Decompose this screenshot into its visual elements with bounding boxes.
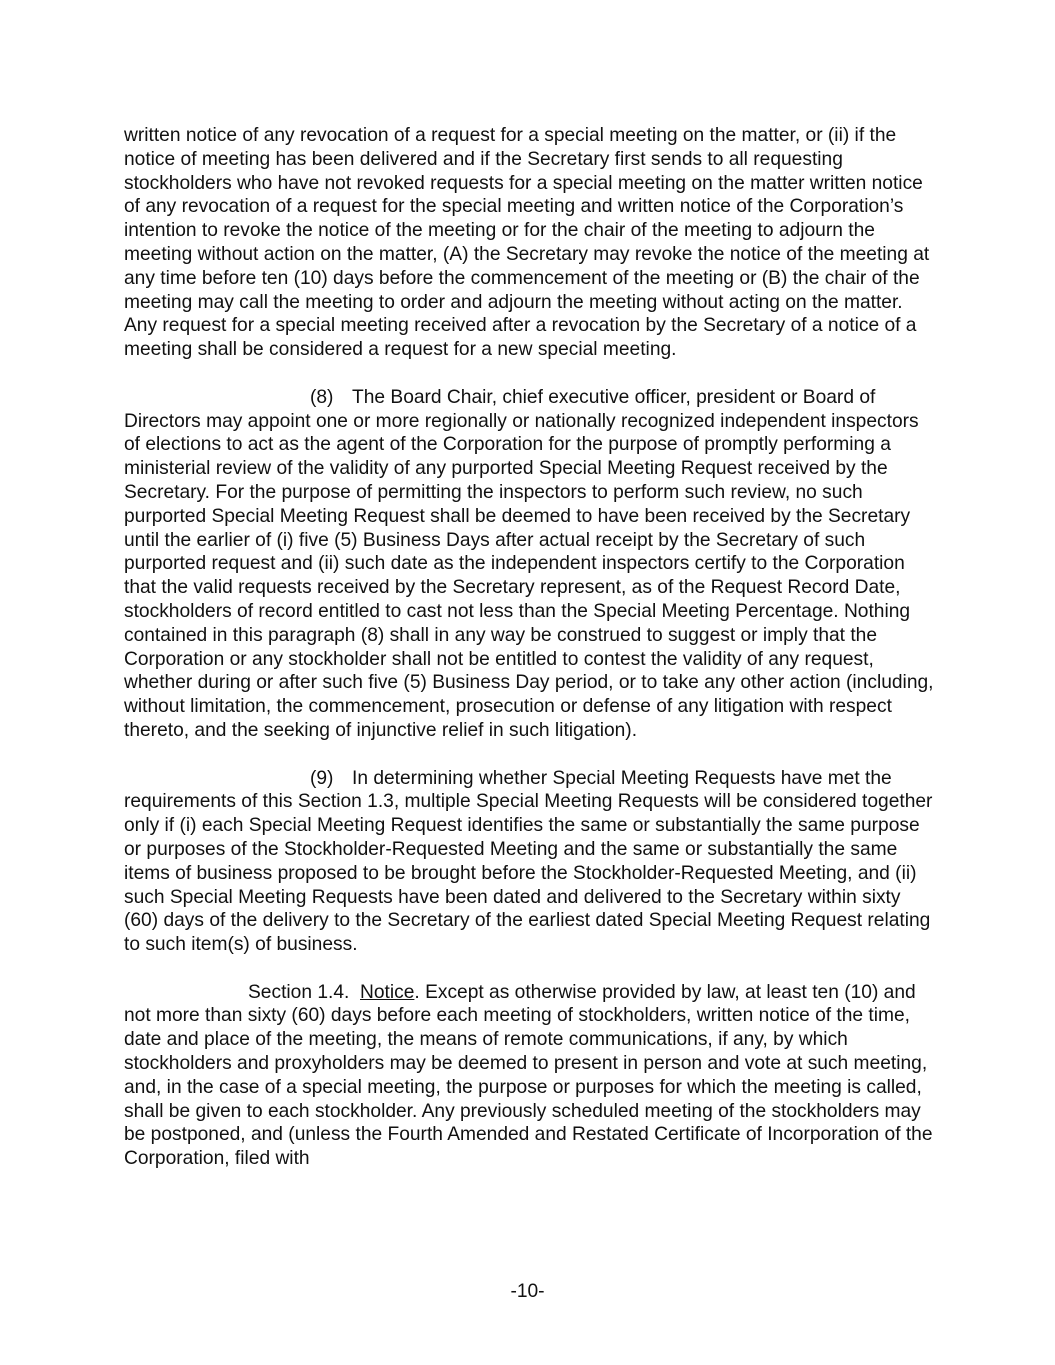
paragraph-9 (124, 767, 936, 957)
paragraph-continuation (124, 124, 936, 362)
paragraph-text: The Board Chair, chief executive officer, president or Board of Directors may appoint one or more regionally or nationally recognized independent inspectors of elections to act as the agent of the Corporation for the purpose of promptly performing a ministerial review of the validity of any purported Special Meeting Request received by the Secretary. For the purpose of permitting the inspectors to perform such review, no such purported Special Meeting Request shall be deemed to have been received by the Secretary until the earlier of (i) five (5) Business Days after actual receipt by the Secretary of such purported request and (ii) such date as the independent inspectors certify to the Corporation that the valid requests received by the Secretary represent, as of the Request Record Date, stockholders of record entitled to cast not less than the Special Meeting Percentage. Nothing contained in this paragraph (8) shall in any way be construed to suggest or imply that the Corporation or any stockholder shall not be entitled to contest the validity of any request, whether during or after such five (5) Business Day period, or to take any other action (including, without limitation, the commencement, prosecution or defense of any litigation with respect thereto, and the seeking of injunctive relief in such litigation). (124, 386, 934, 741)
page-number: -10- (510, 1281, 545, 1302)
paragraph-text: In determining whether Special Meeting Requests have met the requirements of this Section 1.3, multiple Special Meeting Requests will be considered together only if (i) each Special Meeting Request identifies the same or substantially the same purpose or purposes of the Stockholder-Requested Meeting and the same or substantially the same items of business proposed to be brought before the Stockholder-Requested Meeting, and (ii) such Special Meeting Requests have been dated and delivered to the Secretary within sixty (60) days of the delivery to the Secretary of the earliest dated Special Meeting Request relating to such item(s) of business. (124, 767, 933, 956)
paragraph-number: (8) (310, 386, 334, 408)
paragraph-text: written notice of any revocation of a request for a special meeting on the matter, or (ii) if the notice of meeting has been delivered and if the Secretary first sends to all requesting stockholders who have not revoked requests for a special meeting on the matter written notice of any revocation of a request for the special meeting and written notice of the Corporation’s intention to revoke the notice of the meeting or for the chair of the meeting to adjourn the meeting without action on the matter, (A) the Secretary may revoke the notice of the meeting at any time before ten (10) days before the commencement of the meeting or (B) the chair of the meeting may call the meeting to order and adjourn the meeting without acting on the matter. Any request for a special meeting received after a revocation by the Secretary of a notice of a meeting shall be considered a request for a new special meeting. (124, 125, 930, 361)
paragraph-number: (9) (310, 767, 334, 789)
section-1-4 (124, 981, 936, 1171)
section-text: . Except as otherwise provided by law, at least ten (10) and not more than sixty (60) days before each meeting of stockholders, written notice of the time, date and place of the meeting, the means of remote communications, if any, by which stockholders and proxyholders may be deemed to present in person and vote at such meeting, and, in the case of a special meeting, the purpose or purposes for which the meeting is called, shall be given to each stockholder. Any previously scheduled meeting of the stockholders may be postponed, and (unless the Fourth Amended and Restated Certificate of Incorporation of the Corporation, filed with (124, 981, 933, 1170)
paragraph-8 (124, 386, 936, 743)
document-body (124, 124, 936, 1195)
section-heading: Notice (360, 981, 415, 1003)
section-number: Section 1.4. (248, 981, 350, 1003)
